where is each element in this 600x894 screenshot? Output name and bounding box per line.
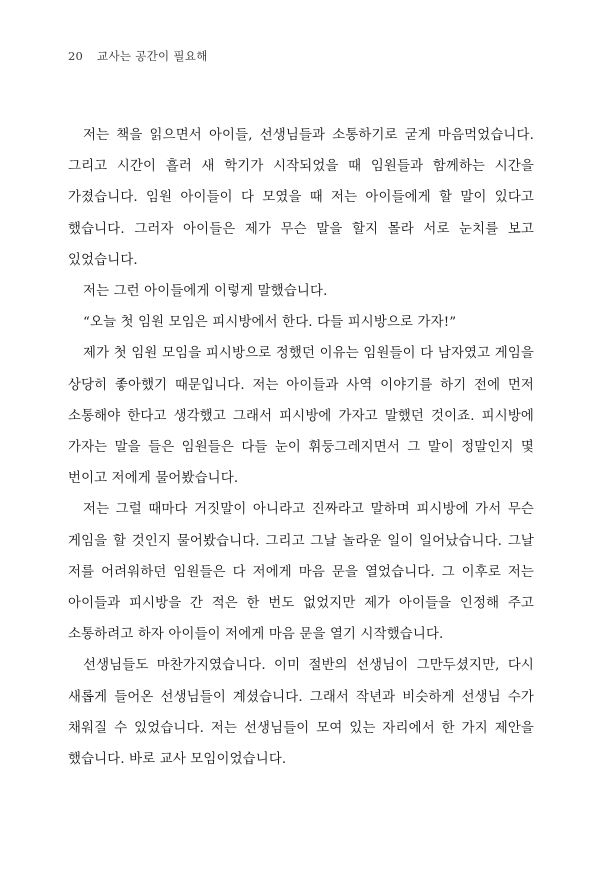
paragraph: 저는 그럴 때마다 거짓말이 아니라고 진짜라고 말하며 피시방에 가서 무슨 게임을 할 것인지 물어봤습니다. 그리고 그날 놀라운 일이 일어났습니다. 그날 저를 어려워하던 임원들은 다 저에게 마음 문을 열었습니다. 그 이후로 저는 아이들과 피시방을 간 적은 한 번도 없었지만 제가 아이들을 인정해 주고 소통하려고 하자 아이들이 저에게 마음 문을 열기 시작했습니다. <box>68 502 534 643</box>
paragraph: 저는 그런 아이들에게 이렇게 말했습니다. <box>83 284 328 300</box>
running-head-title: 교사는 공간이 필요해 <box>97 49 208 63</box>
body-text <box>68 120 534 775</box>
page-number: 20 <box>68 49 84 63</box>
paragraph: 제가 첫 임원 모임을 피시방으로 정했던 이유는 임원들이 다 남자였고 게임을 상당히 좋아했기 때문입니다. 저는 아이들과 사역 이야기를 하기 전에 먼저 소통해야 한다고 생각했고 그래서 피시방에 가자고 말했던 것이죠. 피시방에 가자는 말을 들은 임원들은 다들 눈이 휘둥그레지면서 그 말이 정말인지 몇 번이고 저에게 물어봤습니다. <box>68 346 534 487</box>
running-head <box>68 48 208 64</box>
paragraph: 선생님들도 마찬가지였습니다. 이미 절반의 선생님이 그만두셨지만, 다시 새롭게 들어온 선생님들이 계셨습니다. 그래서 작년과 비슷하게 선생님 수가 채워질 수 있었습니다. 저는 선생님들이 모여 있는 자리에서 한 가지 제안을 했습니다. 바로 교사 모임이었습니다. <box>68 658 534 768</box>
paragraph-quote: “오늘 첫 임원 모임은 피시방에서 한다. 다들 피시방으로 가자!” <box>83 315 457 331</box>
paragraph: 저는 책을 읽으면서 아이들, 선생님들과 소통하기로 굳게 마음먹었습니다. 그리고 시간이 흘러 새 학기가 시작되었을 때 임원들과 함께하는 시간을 가졌습니다. 임원 아이들이 다 모였을 때 저는 아이들에게 할 말이 있다고 했습니다. 그러자 아이들은 제가 무슨 말을 할지 몰라 서로 눈치를 보고 있었습니다. <box>68 128 534 268</box>
